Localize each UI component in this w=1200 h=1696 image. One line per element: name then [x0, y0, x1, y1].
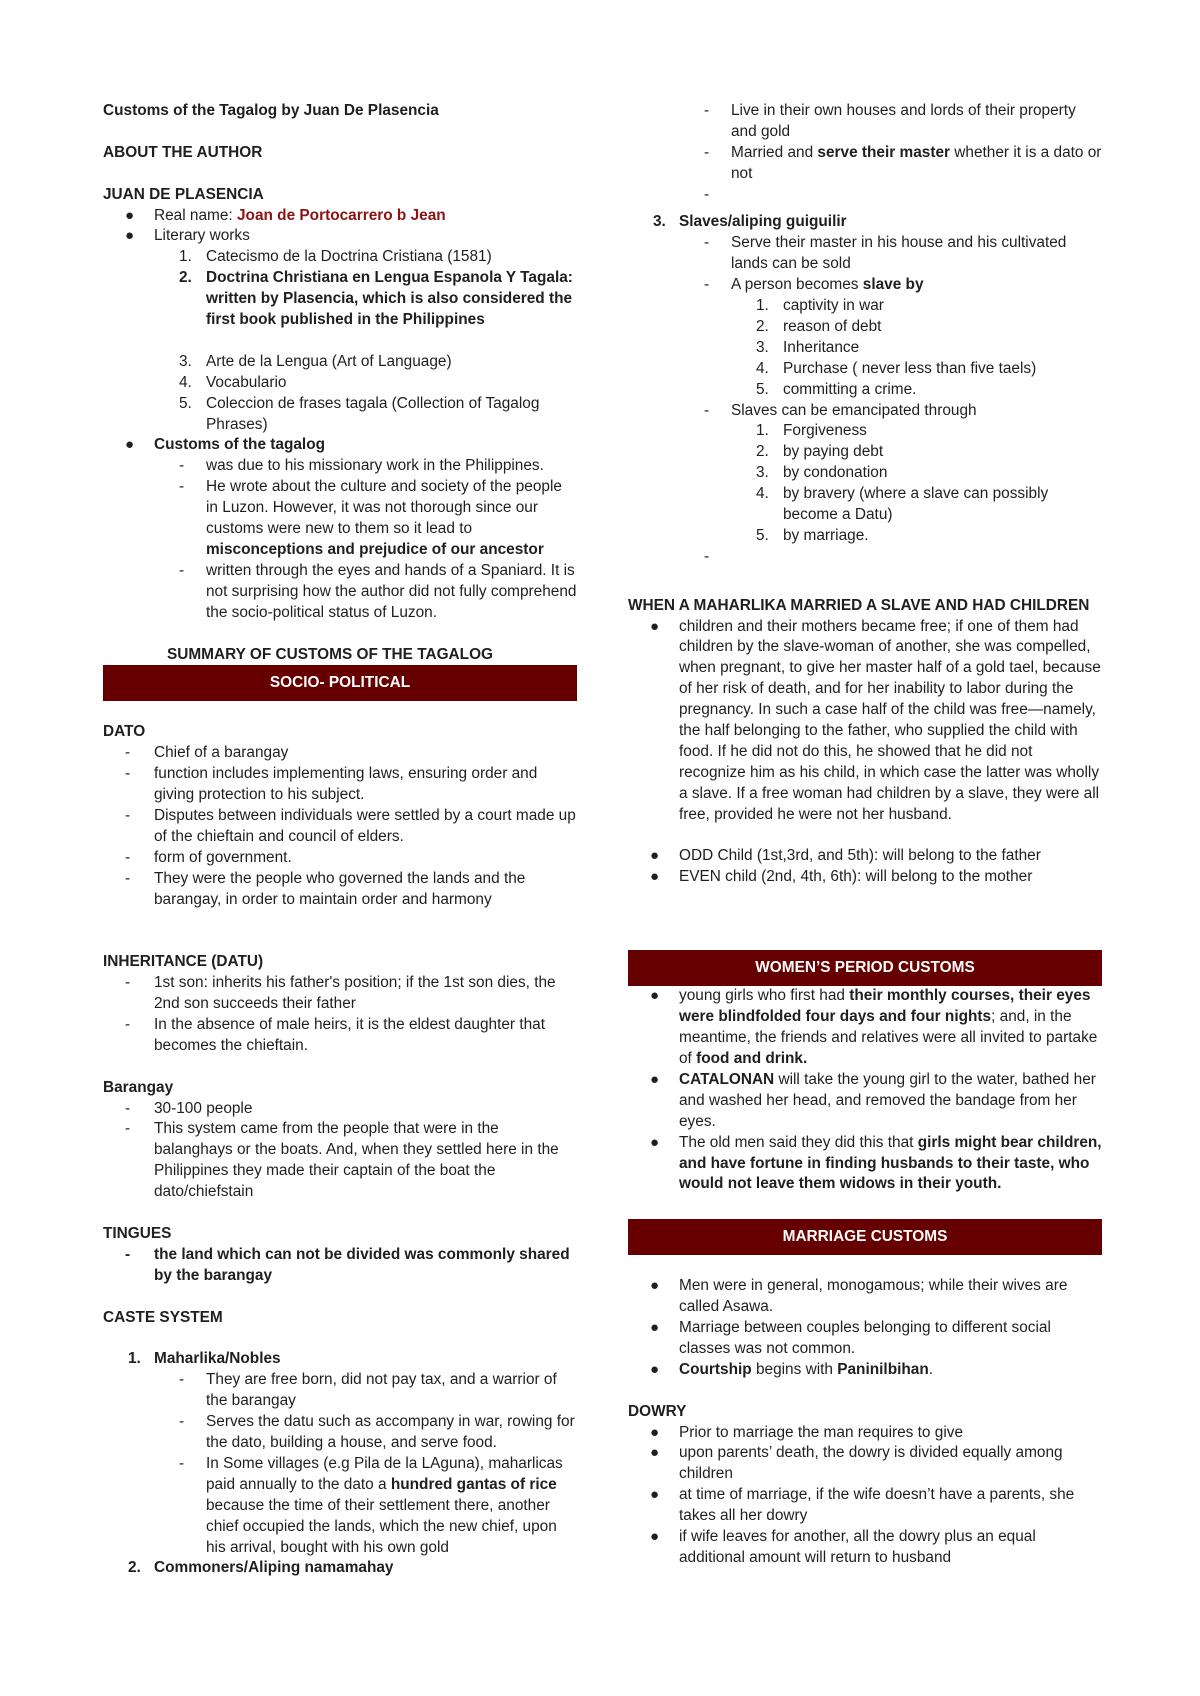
caste-list [103, 1349, 577, 1579]
spacer [103, 331, 577, 352]
work-text: Doctrina Christiana en Lengua Espanola Y Tagala: written by Plasencia, which is also considered the first book published in the Philippines [206, 269, 573, 329]
sub-item [628, 484, 1102, 526]
list-item-text: function includes implementing laws, ensuring order and giving protection to his subject. [154, 765, 538, 804]
sub-item [628, 317, 1102, 338]
dato-list [103, 743, 577, 910]
bullet-marker: ● [650, 1277, 660, 1295]
dash-marker: - [704, 276, 710, 294]
dash-marker: - [125, 1120, 131, 1138]
list-item-text: children and their mothers became free; if one of them had children by the slave-woman of another, she was compelled, when pregnant, to give her master half of a gold tael, because of her risk of death, and for her inability to labor during the pregnancy. In such a case half of the child was free—namely, the half belonging to the father, who supplied the child with food. If he did not do this, he showed that he did not recognize him as his child, in which case the latter was wholly a slave. If a free woman had children by a slave, they were all free, provided he were not her husband. [679, 617, 1101, 823]
caste-heading: CASTE SYSTEM [103, 1308, 223, 1326]
sub-item-text: reason of debt [783, 317, 882, 335]
customs-point-text: written through the eyes and hands of a Spaniard. It is not surprising how the author did not fully comprehend the socio-political status of Luzon. [206, 561, 577, 621]
socio-political-banner: SOCIO- POLITICAL [103, 665, 577, 701]
list-item [103, 1099, 577, 1120]
number-marker: 5. [756, 527, 769, 545]
sub-item [628, 380, 1102, 401]
list-item-text: form of government. [154, 848, 292, 866]
dash-marker: - [179, 561, 185, 579]
list-item-text: EVEN child (2nd, 4th, 6th): will belong to the mother [679, 868, 1033, 886]
list-item [628, 233, 1102, 275]
dash-marker: - [125, 1099, 131, 1117]
dash-marker: - [179, 1371, 185, 1389]
list-item-bold: slave by [862, 276, 924, 294]
list-item-text: ; and, in the meantime, the friends and relatives were all invited to partake of [679, 1008, 1098, 1067]
list-item-bold: their monthly courses, their eyes were blindfolded four days and four nights [679, 987, 1091, 1026]
sub-item-text: by paying debt [783, 443, 884, 461]
list-item [103, 1412, 577, 1454]
list-item [103, 1454, 577, 1559]
list-item [628, 867, 1102, 888]
sub-item-text: committing a crime. [783, 380, 917, 398]
marriage-banner: MARRIAGE CUSTOMS [628, 1219, 1102, 1255]
number-marker: 3. [756, 464, 769, 482]
author-heading: JUAN DE PLASENCIA [103, 185, 264, 203]
number-marker: 2. [756, 443, 769, 461]
list-item-bold: CATALONAN [679, 1070, 775, 1088]
dash-marker: - [125, 744, 131, 762]
about-heading: ABOUT THE AUTHOR [103, 143, 263, 161]
list-item-text: at time of marriage, if the wife doesn’t have a parents, she takes all her dowry [679, 1486, 1075, 1525]
customs-point [103, 456, 577, 477]
work-text: Catecismo de la Doctrina Cristiana (1581) [206, 248, 492, 266]
list-item [628, 986, 1102, 1070]
inheritance-list [103, 973, 577, 1057]
caste-item-label: Maharlika/Nobles [154, 1350, 281, 1368]
work-item [103, 373, 577, 394]
list-item-bold: food and drink. [696, 1050, 808, 1067]
sub-item [628, 463, 1102, 484]
womens-list [628, 986, 1102, 1195]
dash-marker: - [179, 457, 185, 475]
list-item-text: ODD Child (1st,3rd, and 5th): will belong to the father [679, 847, 1041, 865]
list-item-text: They were the people who governed the lands and the barangay, in order to maintain order and harmony [154, 869, 526, 908]
barangay-list [103, 1099, 577, 1204]
bullet-marker: ● [650, 1319, 660, 1337]
number-marker: 2. [179, 269, 192, 287]
dash-marker: - [125, 765, 131, 783]
sub-item [628, 442, 1102, 463]
work-item [103, 352, 577, 373]
list-item-empty [628, 547, 1102, 575]
list-item-text: In the absence of male heirs, it is the eldest daughter that becomes the chieftain. [154, 1015, 545, 1054]
literary-works-label: Literary works [154, 227, 250, 245]
list-item-empty [628, 185, 1102, 213]
marriage-list [628, 1276, 1102, 1381]
dash-marker: - [179, 478, 185, 496]
bullet-marker: ● [650, 1528, 660, 1546]
bullet-marker: ● [650, 1444, 660, 1462]
dash-marker: - [125, 806, 131, 824]
list-item-text: Serves the datu such as accompany in war, rowing for the dato, building a house, and serve food. [206, 1413, 575, 1452]
dash-marker: - [179, 1454, 185, 1472]
work-item [103, 394, 577, 436]
list-item-text: begins with [751, 1360, 838, 1378]
sub-item-text: by condonation [783, 464, 888, 482]
work-item [103, 268, 577, 331]
womens-period-banner: WOMEN’S PERIOD CUSTOMS [628, 950, 1102, 986]
barangay-heading: Barangay [103, 1078, 174, 1096]
bullet-marker: ● [650, 1486, 660, 1504]
list-item-bold: Paninilbihan [837, 1360, 929, 1378]
list-item [103, 973, 577, 1015]
list-item-text: They are free born, did not pay tax, and a warrior of the barangay [206, 1371, 557, 1410]
dash-marker: - [125, 869, 131, 887]
sub-item [628, 296, 1102, 317]
list-item-text: 30-100 people [154, 1099, 253, 1117]
sub-item [628, 359, 1102, 380]
list-item [103, 1119, 577, 1203]
dowry-heading: DOWRY [628, 1402, 687, 1420]
work-text: Vocabulario [206, 373, 287, 391]
list-item-literary-works [103, 226, 577, 247]
work-item [103, 247, 577, 268]
number-marker: 4. [756, 359, 769, 377]
list-item-text: if wife leaves for another, all the dowry plus an equal additional amount will return to husband [679, 1528, 1036, 1566]
number-marker: 5. [756, 380, 769, 398]
customs-point-text: He wrote about the culture and society of the people in Luzon. However, it was not thorough since our customs were new to them so it lead to [206, 478, 562, 538]
dowry-list [628, 1423, 1102, 1569]
list-item [628, 1423, 1102, 1444]
dash-marker: - [704, 547, 710, 565]
list-item [103, 1245, 577, 1287]
list-item-real-name [103, 206, 577, 227]
list-item [628, 1133, 1102, 1196]
list-item [103, 806, 577, 848]
list-item [628, 846, 1102, 867]
sub-item-text: Purchase ( never less than five taels) [783, 359, 1037, 377]
list-item-text: Men were in general, monogamous; while their wives are called Asawa. [679, 1277, 1068, 1316]
commoners-list [628, 101, 1102, 575]
list-item [628, 1485, 1102, 1527]
number-marker: 5. [179, 394, 192, 412]
bullet-marker: ● [650, 1070, 660, 1088]
list-item-text: . [928, 1360, 934, 1378]
list-item [628, 401, 1102, 422]
caste-item-maharlika [103, 1349, 577, 1370]
list-item-text: This system came from the people that were in the balanghays or the boats. And, when they settled here in the Philippines they made their captain of the boat the dato/chiefstain [154, 1120, 559, 1201]
list-item-text: Chief of a barangay [154, 744, 289, 762]
list-item-bold: Courtship [679, 1360, 752, 1378]
list-item [103, 1015, 577, 1057]
list-item-text: Prior to marriage the man requires to give [679, 1423, 963, 1441]
customs-label: Customs of the tagalog [154, 436, 326, 454]
list-item-text: because the time of their settlement there, another chief occupied the lands, which the new chief, upon his arrival, bought with his own gold [206, 1496, 557, 1556]
real-name-value: Joan de Portocarrero b Jean [236, 206, 446, 224]
sub-item [628, 526, 1102, 547]
number-marker: 3. [756, 338, 769, 356]
work-text: Arte de la Lengua (Art of Language) [206, 352, 452, 370]
list-item-text: whether it is a dato or not [731, 143, 1102, 182]
maharlika-married-heading: WHEN A MAHARLIKA MARRIED A SLAVE AND HAD CHILDREN [628, 596, 1090, 614]
list-item [628, 275, 1102, 296]
number-marker: 1. [128, 1350, 141, 1368]
author-list [103, 206, 577, 624]
number-marker: 1. [756, 422, 769, 440]
summary-heading: SUMMARY OF CUSTOMS OF THE TAGALOG [166, 645, 494, 663]
list-item-text: Married and [731, 143, 818, 161]
list-item [103, 1370, 577, 1412]
list-item [103, 743, 577, 764]
list-item [628, 1318, 1102, 1360]
list-item-customs [103, 435, 577, 456]
sub-item-text: captivity in war [783, 297, 884, 315]
list-item-text: Disputes between individuals were settled by a court made up of the chieftain and council of elders. [154, 806, 576, 845]
dash-marker: - [704, 143, 710, 161]
number-marker: 3. [653, 213, 666, 231]
sub-item [628, 338, 1102, 359]
customs-point-bold: misconceptions and prejudice of our ancestor [206, 540, 544, 558]
sub-item-text: Inheritance [783, 338, 860, 356]
list-item [628, 1527, 1102, 1569]
bullet-marker: ● [650, 1423, 660, 1441]
list-item-text: The old men said they did this that [679, 1133, 918, 1151]
spacer [628, 826, 1102, 847]
sub-item [628, 421, 1102, 442]
bullet-marker: ● [125, 436, 135, 454]
number-marker: 4. [179, 373, 192, 391]
bullet-marker: ● [125, 227, 135, 245]
list-item-bold: hundred gantas of rice [390, 1475, 557, 1493]
list-item [628, 1360, 1102, 1381]
list-item-text: Marriage between couples belonging to different social classes was not common. [679, 1319, 1051, 1357]
number-marker: 2. [128, 1559, 141, 1577]
dato-heading: DATO [103, 723, 146, 741]
bullet-marker: ● [650, 617, 660, 635]
dash-marker: - [125, 848, 131, 866]
list-item [628, 143, 1102, 185]
number-marker: 4. [756, 485, 769, 503]
dash-marker: - [704, 401, 710, 419]
list-item [628, 1443, 1102, 1485]
work-text: Coleccion de frases tagala (Collection of Tagalog Phrases) [206, 394, 540, 433]
bullet-marker: ● [125, 206, 135, 224]
list-item-bold: serve their master [817, 143, 951, 161]
list-item [103, 848, 577, 869]
list-item-text: young girls who first had [679, 987, 850, 1005]
maharlika-married-list [628, 617, 1102, 889]
list-item-text: 1st son: inherits his father's position; if the 1st son dies, the 2nd son succeeds their father [154, 974, 556, 1013]
real-name-label: Real name: [154, 206, 237, 224]
bullet-marker: ● [650, 1360, 660, 1378]
list-item-text: upon parents’ death, the dowry is divided equally among children [679, 1444, 1063, 1483]
list-item [628, 617, 1102, 826]
list-item [103, 764, 577, 806]
customs-point [103, 477, 577, 561]
bullet-marker: ● [650, 868, 660, 886]
sub-item-text: Forgiveness [783, 422, 867, 440]
dash-marker: - [704, 185, 710, 203]
tingues-list [103, 1245, 577, 1287]
list-item-text: A person becomes [731, 276, 863, 294]
document-title: Customs of the Tagalog by Juan De Plasencia [103, 102, 439, 119]
caste-item-label: Slaves/aliping guiguilir [679, 213, 847, 231]
number-marker: 3. [179, 352, 192, 370]
inheritance-heading: INHERITANCE (DATU) [103, 953, 264, 971]
left-column [103, 101, 577, 1579]
bullet-marker: ● [650, 987, 660, 1005]
list-item-text: Serve their master in his house and his cultivated lands can be sold [731, 234, 1067, 273]
customs-point-text: was due to his missionary work in the Philippines. [206, 457, 544, 475]
list-item-text: In Some villages (e.g Pila de la LAguna), maharlicas paid annually to the dato a [206, 1454, 563, 1493]
list-item [103, 869, 577, 911]
number-marker: 1. [756, 297, 769, 315]
caste-item-slaves [628, 212, 1102, 233]
caste-item-commoners [103, 1558, 577, 1579]
dash-marker: - [704, 234, 710, 252]
list-item-text: the land which can not be divided was commonly shared by the barangay [154, 1245, 570, 1284]
dash-marker: - [125, 974, 131, 992]
list-item-bold: girls might bear children, and have fortune in finding husbands to their taste, who would not leave them widows in their youth. [679, 1133, 1102, 1193]
tingues-heading: TINGUES [103, 1224, 172, 1242]
sub-item-text: by marriage. [783, 527, 869, 545]
list-item-text: Live in their own houses and lords of their property and gold [731, 102, 1076, 140]
list-item [628, 1276, 1102, 1318]
dash-marker: - [704, 102, 710, 119]
list-item [628, 1070, 1102, 1133]
list-item-text: Slaves can be emancipated through [731, 401, 977, 419]
dash-marker: - [125, 1245, 131, 1263]
list-item [628, 101, 1102, 143]
bullet-marker: ● [650, 1133, 660, 1151]
caste-item-label: Commoners/Aliping namamahay [154, 1559, 394, 1577]
right-column [628, 101, 1102, 1569]
customs-point [103, 561, 577, 624]
bullet-marker: ● [650, 847, 660, 865]
dash-marker: - [179, 1413, 185, 1431]
number-marker: 2. [756, 317, 769, 335]
sub-item-text: by bravery (where a slave can possibly become a Datu) [783, 485, 1049, 524]
list-item-text: will take the young girl to the water, bathed her and washed her head, and removed the bandage from her eyes. [679, 1070, 1096, 1130]
number-marker: 1. [179, 248, 192, 266]
dash-marker: - [125, 1015, 131, 1033]
